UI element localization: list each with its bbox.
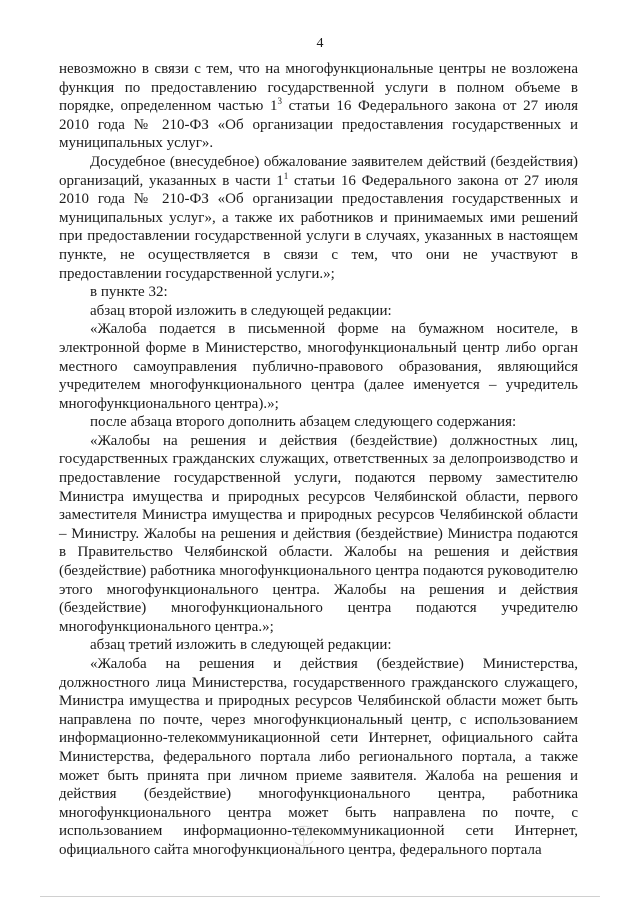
superscript: 1 [283, 170, 289, 181]
document-body [59, 60, 578, 860]
paragraph-3: в пункте 32: [90, 284, 168, 301]
paragraph-7: «Жалобы на решения и действия (бездействие) должностных лиц, государственных гражданских служащих, ответственных за делопроизводство и предоставление государственной услуги, подаются первому заместителю Министра имущества и природных ресурсов Челябинской области, первого заместителя Министра имущества и природных ресурсов Челябинской области – Министру. Жалобы на решения и действия (бездействие) Министра подаются в Правительство Челябинской области. Жалобы на решения и действия (бездействие) работника многофункционального центра подаются руководителю этого многофункционального центра. Жалобы на решения и действия (бездействие) многофункционального центра подаются учредителю многофункционального центра.»; [59, 432, 578, 635]
paragraph-4: абзац второй изложить в следующей редакции: [90, 302, 392, 319]
paragraph-6: после абзаца второго дополнить абзацем следующего содержания: [90, 414, 517, 431]
paragraph-9: «Жалоба на решения и действия (бездействие) Министерства, должностного лица Министерства, государственного гражданского служащего, Министра имущества и природных ресурсов Челябинской области может быть направлена по почте, через многофункциональный центр, с использованием информационно-телекоммуникационной сети Интернет, официального сайта Министерства, федерального портала либо регионального портала, а также может быть принята при личном приеме заявителя. Жалоба на решения и действия (бездействие) многофункционального центра, работника многофункционального центра может быть направлена по почте, с использованием информационно-телекоммуникационной сети Интернет, официального сайта многофункционального центра, федерального портала [59, 656, 578, 858]
paragraph-1: невозможно в связи с тем, что на многофункциональные центры не возложена функция по предоставлению государственной услуги в полном объеме в порядке, определенном частью $1^3$ статьи 16 Федерального закона от 27 июля 2010 года № 210-ФЗ «Об организации предоставления государственных и муниципальных услуг». [59, 61, 578, 152]
superscript: 3 [277, 96, 282, 107]
page-edge-line [40, 896, 600, 897]
paragraph-8: абзац третий изложить в следующей редакции: [90, 637, 392, 654]
paragraph-2: Досудебное (внесудебное) обжалование заявителем действий (бездействия) организаций, указанных в части $1^1$ статьи 16 Федерального закона от 27 июля 2010 года № 210-ФЗ «Об организации предоставления государственных и муниципальных услуг», а также их работников и принимаемых ими решений при предоставлении государственной услуги в случаях, указанных в настоящем пункте, не осуществляется в связи с тем, что они не участвуют в предоставлении государственной услуги.»; [59, 153, 578, 282]
faint-stamp-mark [288, 822, 320, 852]
paragraph-5: «Жалоба подается в письменной форме на бумажном носителе, в электронной форме в Министерство, многофункциональный центр либо орган местного самоуправления публично-правового образования, являющийся учредителем многофункционального центра (далее именуется – учредитель многофункционального центра).»; [59, 321, 578, 412]
page-number: 4 [316, 36, 324, 51]
